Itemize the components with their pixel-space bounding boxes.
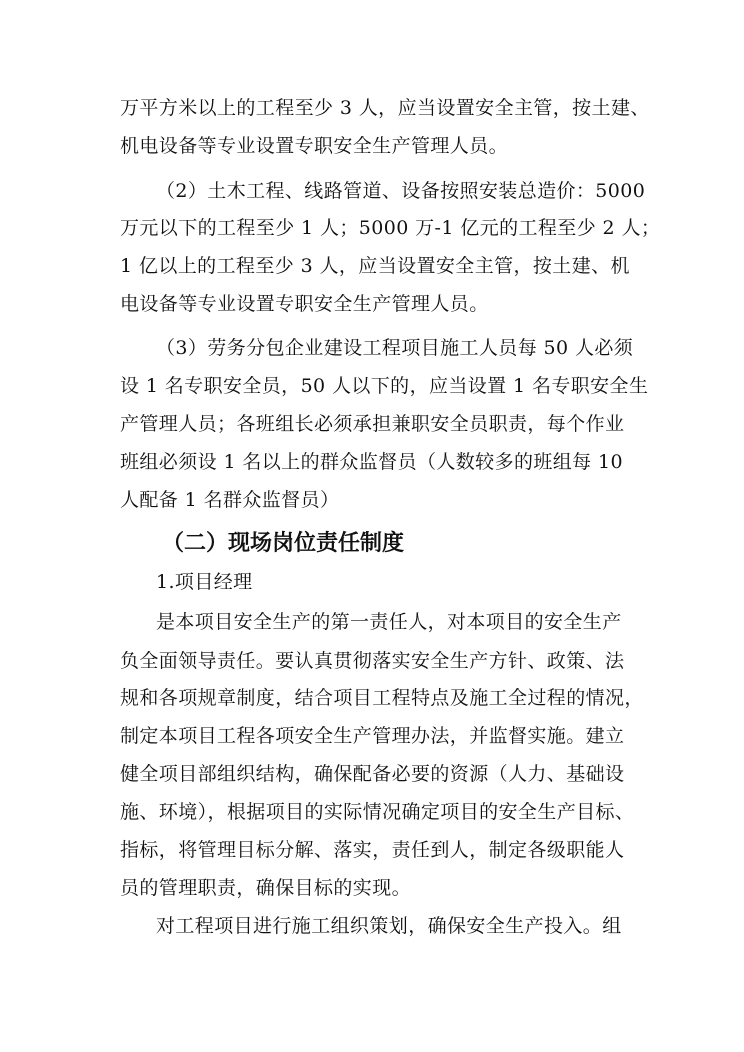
text-line: （3）劳务分包企业建设工程项目施工人员每 50 人必须 [156, 337, 634, 359]
text-line: 员的管理职责，确保目标的实现。 [120, 877, 412, 899]
text-line: 机电设备等专业设置专职安全生产管理人员。 [120, 135, 509, 157]
text-line: 对工程项目进行施工组织策划，确保安全生产投入。组 [156, 915, 622, 937]
text-line: 班组必须设 1 名以上的群众监督员（人数较多的班组每 10 [120, 451, 623, 473]
section-heading: （二）现场岗位责任制度 [162, 531, 405, 556]
text-line: 电设备等专业设置专职安全生产管理人员。 [120, 293, 489, 315]
text-line: 规和各项规章制度，结合项目工程特点及施工全过程的情况， [120, 687, 644, 709]
text-line: 人配备 1 名群众监督员） [120, 489, 340, 511]
text-line: 指标，将管理目标分解、落实，责任到人，制定各级职能人 [120, 839, 625, 861]
text-line: 是本项目安全生产的第一责任人，对本项目的安全生产 [156, 611, 622, 633]
text-line: 设 1 名专职安全员，50 人以下的，应当设置 1 名专职安全生 [120, 375, 649, 397]
text-line: 负全面领导责任。要认真贯彻落实安全生产方针、政策、法 [120, 650, 625, 672]
text-line: 万元以下的工程至少 1 人；5000 万-1 亿元的工程至少 2 人； [120, 217, 661, 239]
text-line: 健全项目部组织结构，确保配备必要的资源（人力、基础设 [120, 763, 625, 785]
text-line: 1 亿以上的工程至少 3 人，应当设置安全主管，按土建、机 [120, 255, 630, 277]
text-line: 万平方米以上的工程至少 3 人，应当设置安全主管，按土建、 [120, 97, 650, 119]
text-line: 制定本项目工程各项安全生产管理办法，并监督实施。建立 [120, 725, 625, 747]
text-line: 产管理人员；各班组长必须承担兼职安全员职责，每个作业 [120, 413, 625, 435]
text-line: 施、环境），根据项目的实际情况确定项目的安全生产目标、 [120, 801, 635, 823]
text-line: 1.项目经理 [156, 571, 253, 593]
text-line: （2）土木工程、线路管道、设备按照安装总造价：5000 [156, 180, 646, 202]
